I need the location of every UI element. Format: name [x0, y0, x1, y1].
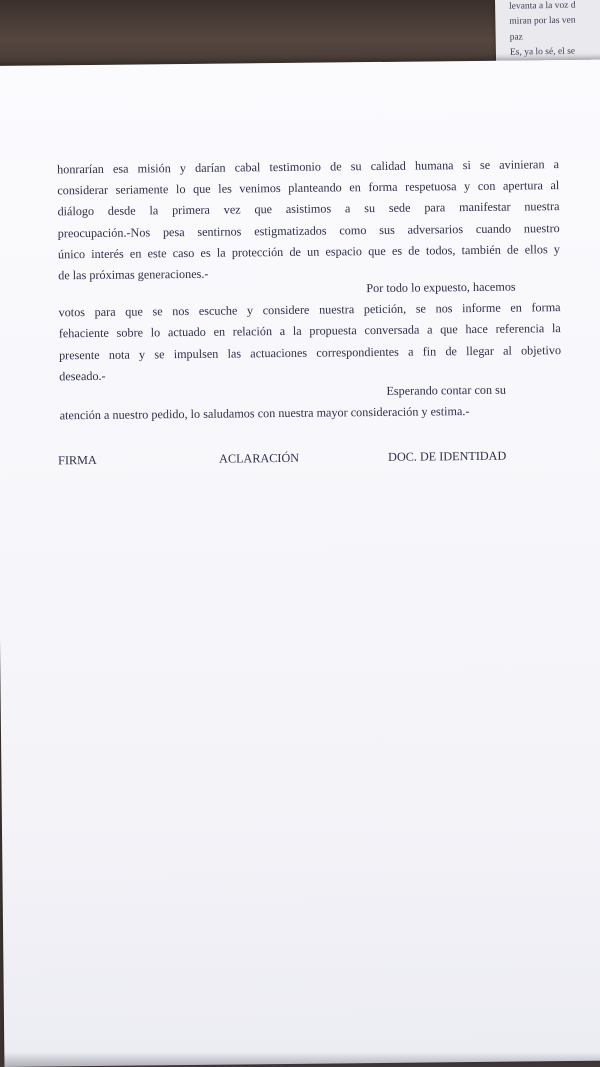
text-line: único interés en este caso es la protección de un espacio que es de todos, también de ellos y	[57, 241, 561, 262]
signature-label-aclaracion: ACLARACIÓN	[219, 450, 300, 466]
text-line: votos para que se nos escuche y considere nuestra petición, se nos informe en forma	[58, 300, 561, 320]
letter-page	[0, 60, 600, 1067]
background-paper-line: paz	[509, 32, 523, 43]
text-line: presente nota y se impulsen las actuaciones correspondientes a fin de llegar al objetivo	[58, 342, 562, 362]
text-line: deseado.-	[59, 368, 106, 384]
letter-paragraph-3	[59, 379, 561, 427]
text-line: Por todo lo expuesto, hacemos	[366, 279, 516, 296]
background-paper-line: Es, ya lo sé, el se	[509, 46, 576, 58]
text-line: fehaciente sobre lo actuado en relación a la propuesta conversada a que hace referencia la	[58, 321, 561, 341]
signature-label-firma: FIRMA	[58, 452, 97, 468]
text-line: atención a nuestro pedido, lo saludamos con nuestra mayor consideración y estima.-	[59, 404, 470, 423]
text-line: preocupación.-Nos pesa sentirnos estigmatizados como sus adversarios cuando nuestro	[57, 220, 560, 240]
text-line: de las próximas generaciones.-	[58, 266, 209, 283]
letter-paragraph-1	[57, 154, 560, 286]
text-line: diálogo desde la primera vez que asistimos a su sede para manifestar nuestra	[57, 199, 560, 219]
background-paper-line: levanta a la voz d	[509, 0, 576, 12]
text-line: Esperando contar con su	[386, 382, 506, 398]
page-bottom-shadow	[0, 1052, 600, 1067]
signature-label-documento: DOC. DE IDENTIDAD	[388, 448, 507, 464]
text-line: considerar seriamente lo que les venimos planteando en forma respetuosa y con apertura al	[57, 178, 560, 198]
text-line: honrarían esa misión y darían cabal testimonio de su calidad humana si se avinieran a	[57, 157, 560, 177]
letter-paragraph-2	[58, 276, 561, 387]
background-paper-line: miran por las ven	[509, 15, 576, 27]
